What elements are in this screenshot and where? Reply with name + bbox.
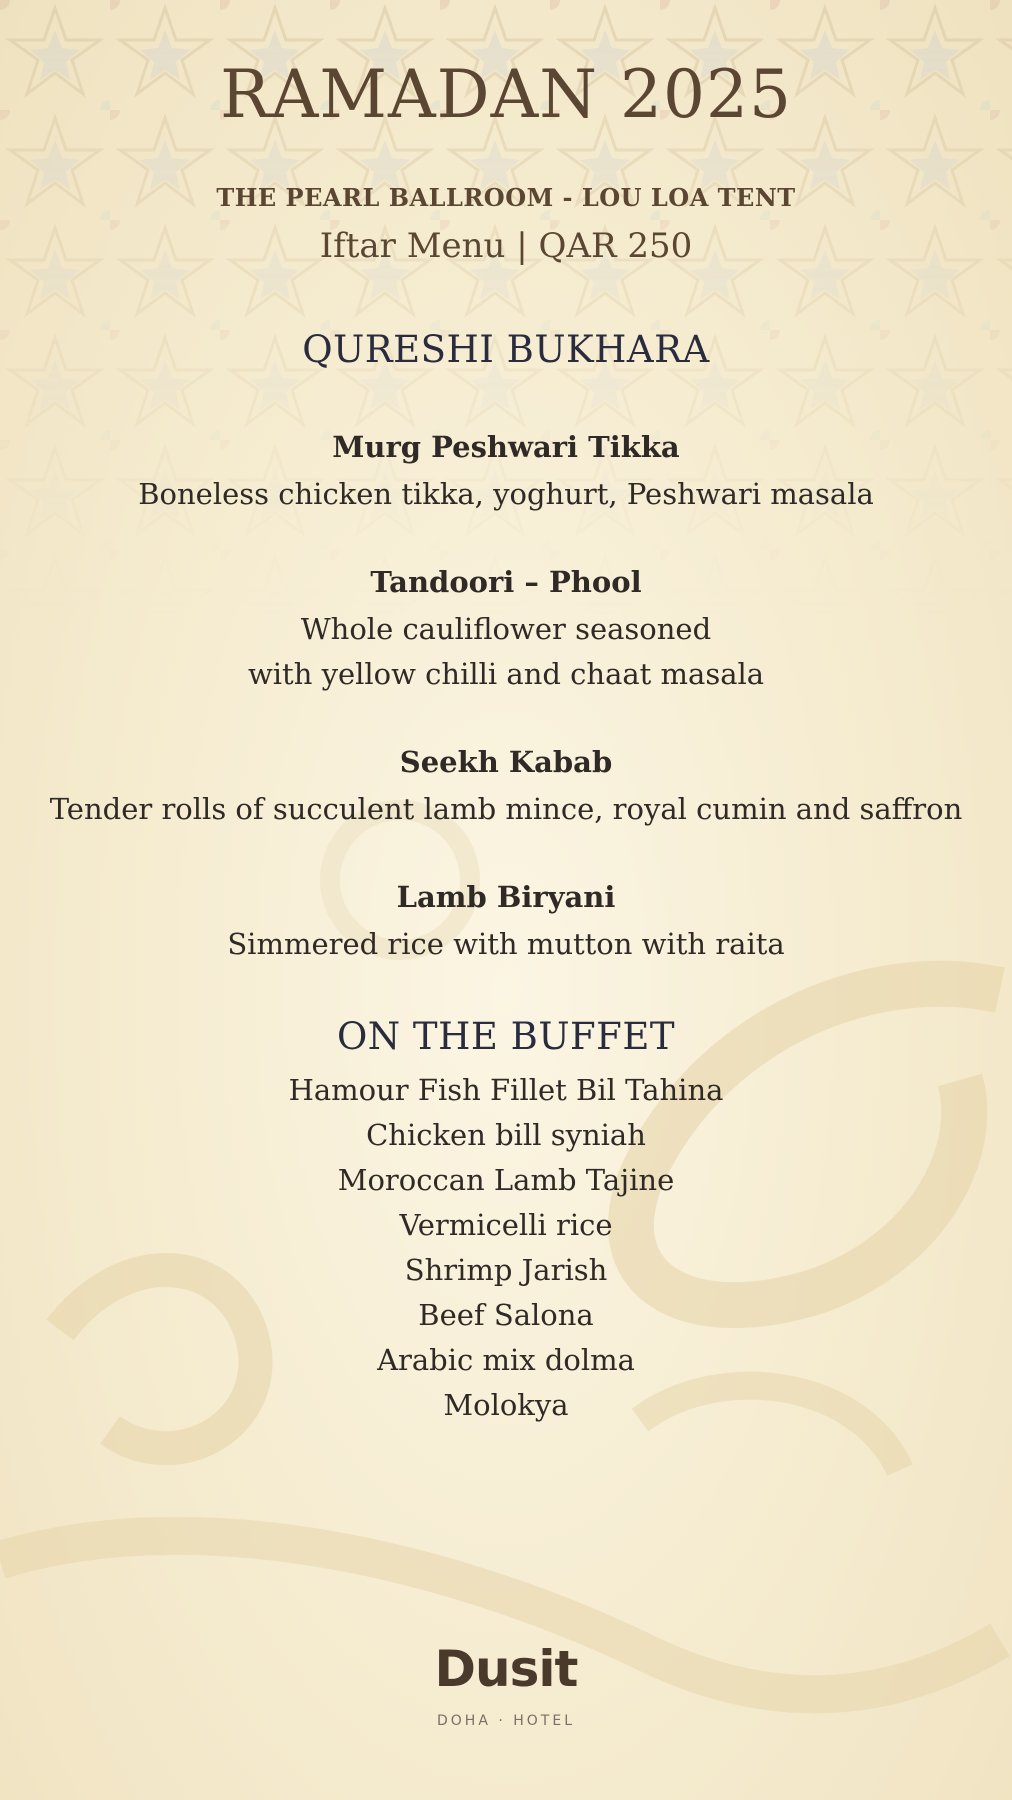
dish-name: Seekh Kabab [399, 745, 613, 779]
dish-description: Boneless chicken tikka, yoghurt, Peshwari masala [138, 477, 874, 511]
dish-description: Simmered rice with mutton with raita [227, 927, 785, 961]
dish-name: Murg Peshwari Tikka [332, 430, 680, 464]
buffet-item: Chicken bill syniah [366, 1118, 646, 1152]
buffet-item: Hamour Fish Fillet Bil Tahina [288, 1073, 724, 1107]
buffet-item: Beef Salona [418, 1298, 594, 1332]
logo-subtitle: DOHA · HOTEL [437, 1713, 575, 1729]
menu-price: Iftar Menu | QAR 250 [319, 226, 693, 266]
section-title: QURESHI BUKHARA [302, 328, 710, 371]
dish-description: with yellow chilli and chaat masala [247, 657, 765, 691]
venue-name: THE PEARL BALLROOM - LOU LOA TENT [216, 183, 796, 212]
buffet-item: Shrimp Jarish [404, 1253, 608, 1287]
buffet-list [0, 1068, 1012, 1428]
dusit-logo: Dusit [434, 1640, 578, 1698]
dish-name: Tandoori – Phool [370, 565, 642, 599]
dish-description: Whole cauliflower seasoned [300, 612, 712, 646]
menu-title: RAMADAN 2025 [220, 56, 792, 133]
buffet-item: Moroccan Lamb Tajine [337, 1163, 675, 1197]
dish-description: Tender rolls of succulent lamb mince, royal cumin and saffron [49, 792, 963, 826]
buffet-item: Vermicelli rice [399, 1208, 613, 1242]
dish-name: Lamb Biryani [396, 880, 616, 914]
buffet-item: Molokya [443, 1388, 569, 1422]
buffet-item: Arabic mix dolma [377, 1343, 635, 1377]
buffet-title: ON THE BUFFET [336, 1015, 676, 1058]
